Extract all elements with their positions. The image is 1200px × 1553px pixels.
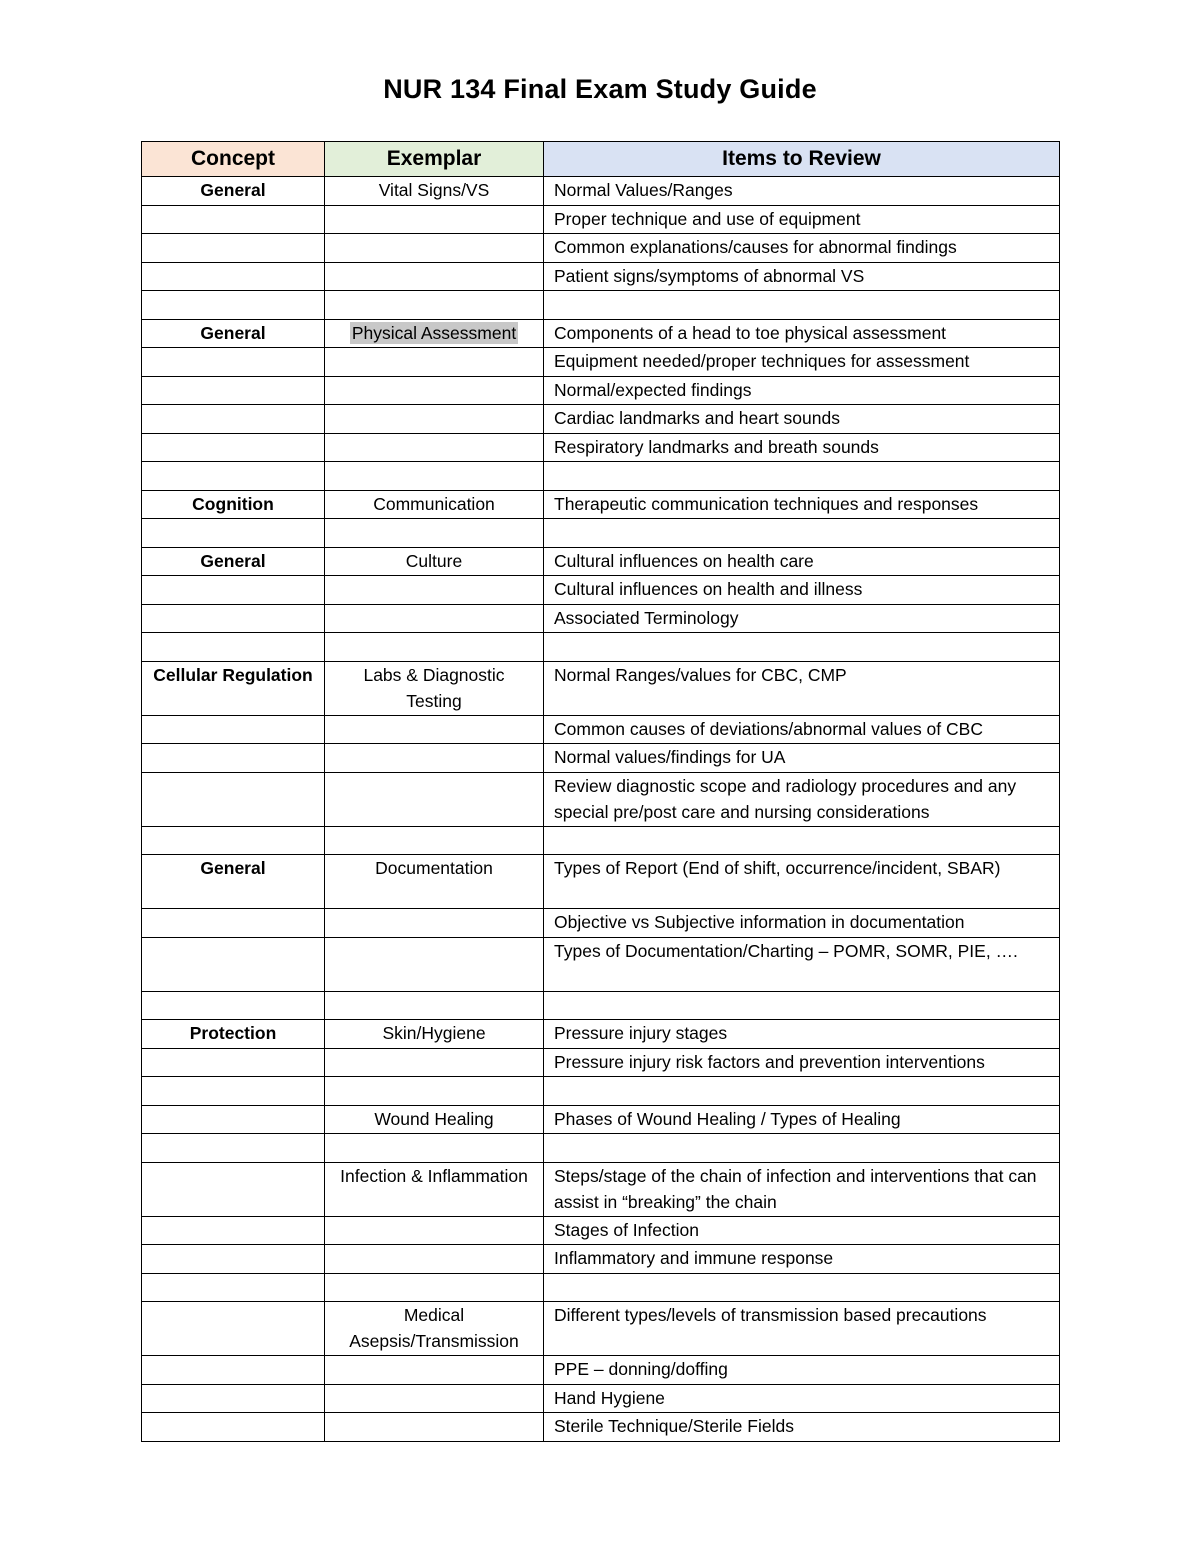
exemplar-cell bbox=[325, 291, 544, 320]
review-item-cell: Patient signs/symptoms of abnormal VS bbox=[544, 262, 1060, 291]
table-row bbox=[142, 715, 1060, 744]
table-row bbox=[142, 291, 1060, 320]
review-item-cell: Components of a head to toe physical assessment bbox=[544, 319, 1060, 348]
review-item-cell bbox=[544, 633, 1060, 662]
exemplar-cell bbox=[325, 715, 544, 744]
exemplar-cell: Infection & Inflammation bbox=[325, 1162, 544, 1216]
review-item-cell: Hand Hygiene bbox=[544, 1384, 1060, 1413]
table-row bbox=[142, 1105, 1060, 1134]
concept-cell bbox=[142, 991, 325, 1020]
concept-cell bbox=[142, 715, 325, 744]
concept-cell: Cellular Regulation bbox=[142, 661, 325, 715]
exemplar-cell: Vital Signs/VS bbox=[325, 177, 544, 206]
header-exemplar: Exemplar bbox=[325, 142, 544, 177]
review-item-cell: Review diagnostic scope and radiology procedures and any special pre/post care and nursing considerations bbox=[544, 772, 1060, 826]
header-items-to-review: Items to Review bbox=[544, 142, 1060, 177]
exemplar-cell bbox=[325, 1384, 544, 1413]
study-guide-table bbox=[141, 141, 1060, 1442]
table-row bbox=[142, 1048, 1060, 1077]
exemplar-cell bbox=[325, 744, 544, 773]
table-row bbox=[142, 1356, 1060, 1385]
exemplar-cell: Documentation bbox=[325, 855, 544, 909]
review-item-cell: PPE – donning/doffing bbox=[544, 1356, 1060, 1385]
concept-cell bbox=[142, 909, 325, 938]
concept-cell: Protection bbox=[142, 1020, 325, 1049]
exemplar-cell bbox=[325, 1356, 544, 1385]
exemplar-cell bbox=[325, 576, 544, 605]
concept-cell: Cognition bbox=[142, 490, 325, 519]
table-row bbox=[142, 1162, 1060, 1216]
concept-cell bbox=[142, 1302, 325, 1356]
table-row bbox=[142, 661, 1060, 715]
concept-cell bbox=[142, 234, 325, 263]
table-row bbox=[142, 604, 1060, 633]
exemplar-cell bbox=[325, 1245, 544, 1274]
review-item-cell bbox=[544, 1077, 1060, 1106]
review-item-cell: Different types/levels of transmission based precautions bbox=[544, 1302, 1060, 1356]
table-row bbox=[142, 1413, 1060, 1442]
review-item-cell: Types of Documentation/Charting – POMR, SOMR, PIE, …. bbox=[544, 937, 1060, 991]
exemplar-cell bbox=[325, 633, 544, 662]
exemplar-cell bbox=[325, 604, 544, 633]
exemplar-cell bbox=[325, 909, 544, 938]
concept-cell bbox=[142, 462, 325, 491]
review-item-cell bbox=[544, 291, 1060, 320]
table-row bbox=[142, 205, 1060, 234]
table-row bbox=[142, 405, 1060, 434]
table-row bbox=[142, 744, 1060, 773]
concept-cell bbox=[142, 1384, 325, 1413]
exemplar-cell bbox=[325, 234, 544, 263]
table-row bbox=[142, 490, 1060, 519]
concept-cell bbox=[142, 1245, 325, 1274]
concept-cell bbox=[142, 291, 325, 320]
exemplar-cell bbox=[325, 262, 544, 291]
highlighted-exemplar: Physical Assessment bbox=[351, 322, 517, 343]
table-row bbox=[142, 519, 1060, 548]
exemplar-cell bbox=[325, 462, 544, 491]
review-item-cell: Stages of Infection bbox=[544, 1216, 1060, 1245]
exemplar-cell bbox=[325, 405, 544, 434]
table-row bbox=[142, 376, 1060, 405]
page-title: NUR 134 Final Exam Study Guide bbox=[383, 74, 817, 104]
exemplar-cell bbox=[325, 205, 544, 234]
concept-cell bbox=[142, 262, 325, 291]
concept-cell bbox=[142, 937, 325, 991]
table-row bbox=[142, 909, 1060, 938]
review-item-cell: Types of Report (End of shift, occurrence/incident, SBAR) bbox=[544, 855, 1060, 909]
review-item-cell: Steps/stage of the chain of infection and interventions that can assist in “breaking” the chain bbox=[544, 1162, 1060, 1216]
exemplar-cell bbox=[325, 348, 544, 377]
concept-cell bbox=[142, 1356, 325, 1385]
review-item-cell: Phases of Wound Healing / Types of Healing bbox=[544, 1105, 1060, 1134]
concept-cell bbox=[142, 576, 325, 605]
exemplar-cell: Medical Asepsis/Transmission bbox=[325, 1302, 544, 1356]
concept-cell bbox=[142, 604, 325, 633]
table-row bbox=[142, 234, 1060, 263]
exemplar-cell bbox=[325, 826, 544, 855]
review-item-cell: Associated Terminology bbox=[544, 604, 1060, 633]
exemplar-cell: Wound Healing bbox=[325, 1105, 544, 1134]
table-row bbox=[142, 433, 1060, 462]
concept-cell bbox=[142, 1216, 325, 1245]
review-item-cell: Pressure injury stages bbox=[544, 1020, 1060, 1049]
exemplar-cell bbox=[325, 1413, 544, 1442]
review-item-cell: Pressure injury risk factors and prevention interventions bbox=[544, 1048, 1060, 1077]
exemplar-cell: Culture bbox=[325, 547, 544, 576]
review-item-cell: Common causes of deviations/abnormal values of CBC bbox=[544, 715, 1060, 744]
concept-cell bbox=[142, 826, 325, 855]
table-row bbox=[142, 633, 1060, 662]
concept-cell: General bbox=[142, 547, 325, 576]
exemplar-cell bbox=[325, 376, 544, 405]
concept-cell bbox=[142, 772, 325, 826]
exemplar-cell bbox=[325, 772, 544, 826]
concept-cell bbox=[142, 1413, 325, 1442]
concept-cell: General bbox=[142, 177, 325, 206]
review-item-cell: Normal/expected findings bbox=[544, 376, 1060, 405]
review-item-cell: Objective vs Subjective information in documentation bbox=[544, 909, 1060, 938]
concept-cell bbox=[142, 1077, 325, 1106]
concept-cell bbox=[142, 405, 325, 434]
review-item-cell: Cardiac landmarks and heart sounds bbox=[544, 405, 1060, 434]
review-item-cell: Normal values/findings for UA bbox=[544, 744, 1060, 773]
header-row bbox=[142, 142, 1060, 177]
concept-cell bbox=[142, 633, 325, 662]
review-item-cell bbox=[544, 991, 1060, 1020]
review-item-cell bbox=[544, 462, 1060, 491]
concept-cell bbox=[142, 519, 325, 548]
review-item-cell bbox=[544, 1273, 1060, 1302]
review-item-cell: Cultural influences on health care bbox=[544, 547, 1060, 576]
review-item-cell: Cultural influences on health and illness bbox=[544, 576, 1060, 605]
review-item-cell: Therapeutic communication techniques and responses bbox=[544, 490, 1060, 519]
table-row bbox=[142, 1273, 1060, 1302]
table-row bbox=[142, 1077, 1060, 1106]
exemplar-cell bbox=[325, 991, 544, 1020]
exemplar-cell bbox=[325, 319, 544, 348]
review-item-cell: Inflammatory and immune response bbox=[544, 1245, 1060, 1274]
exemplar-cell bbox=[325, 1077, 544, 1106]
concept-cell bbox=[142, 1134, 325, 1163]
concept-cell bbox=[142, 433, 325, 462]
concept-cell bbox=[142, 744, 325, 773]
table-row bbox=[142, 262, 1060, 291]
concept-cell bbox=[142, 1105, 325, 1134]
exemplar-cell: Communication bbox=[325, 490, 544, 519]
table-row bbox=[142, 348, 1060, 377]
exemplar-cell bbox=[325, 1216, 544, 1245]
review-item-cell bbox=[544, 519, 1060, 548]
review-item-cell bbox=[544, 826, 1060, 855]
concept-cell bbox=[142, 1273, 325, 1302]
concept-cell: General bbox=[142, 855, 325, 909]
table-row bbox=[142, 772, 1060, 826]
exemplar-cell bbox=[325, 1273, 544, 1302]
review-item-cell: Sterile Technique/Sterile Fields bbox=[544, 1413, 1060, 1442]
table-row bbox=[142, 1384, 1060, 1413]
concept-cell bbox=[142, 205, 325, 234]
concept-cell bbox=[142, 1162, 325, 1216]
table-row bbox=[142, 576, 1060, 605]
exemplar-cell bbox=[325, 433, 544, 462]
table-row bbox=[142, 319, 1060, 348]
exemplar-cell bbox=[325, 1134, 544, 1163]
header-concept: Concept bbox=[142, 142, 325, 177]
review-item-cell: Common explanations/causes for abnormal findings bbox=[544, 234, 1060, 263]
concept-cell bbox=[142, 1048, 325, 1077]
review-item-cell: Equipment needed/proper techniques for assessment bbox=[544, 348, 1060, 377]
review-item-cell: Normal Values/Ranges bbox=[544, 177, 1060, 206]
exemplar-cell bbox=[325, 1048, 544, 1077]
review-item-cell: Normal Ranges/values for CBC, CMP bbox=[544, 661, 1060, 715]
concept-cell bbox=[142, 348, 325, 377]
exemplar-cell bbox=[325, 519, 544, 548]
concept-cell bbox=[142, 376, 325, 405]
review-item-cell: Respiratory landmarks and breath sounds bbox=[544, 433, 1060, 462]
table-row bbox=[142, 1216, 1060, 1245]
review-item-cell: Proper technique and use of equipment bbox=[544, 205, 1060, 234]
table-row bbox=[142, 177, 1060, 206]
table-row bbox=[142, 1302, 1060, 1356]
table-row bbox=[142, 1020, 1060, 1049]
table-row bbox=[142, 991, 1060, 1020]
table-row bbox=[142, 937, 1060, 991]
table-row bbox=[142, 462, 1060, 491]
review-item-cell bbox=[544, 1134, 1060, 1163]
exemplar-cell bbox=[325, 937, 544, 991]
exemplar-cell: Skin/Hygiene bbox=[325, 1020, 544, 1049]
concept-cell: General bbox=[142, 319, 325, 348]
table-row bbox=[142, 826, 1060, 855]
table-row bbox=[142, 547, 1060, 576]
table-row bbox=[142, 1245, 1060, 1274]
exemplar-cell: Labs & Diagnostic Testing bbox=[325, 661, 544, 715]
table-row bbox=[142, 855, 1060, 909]
table-row bbox=[142, 1134, 1060, 1163]
